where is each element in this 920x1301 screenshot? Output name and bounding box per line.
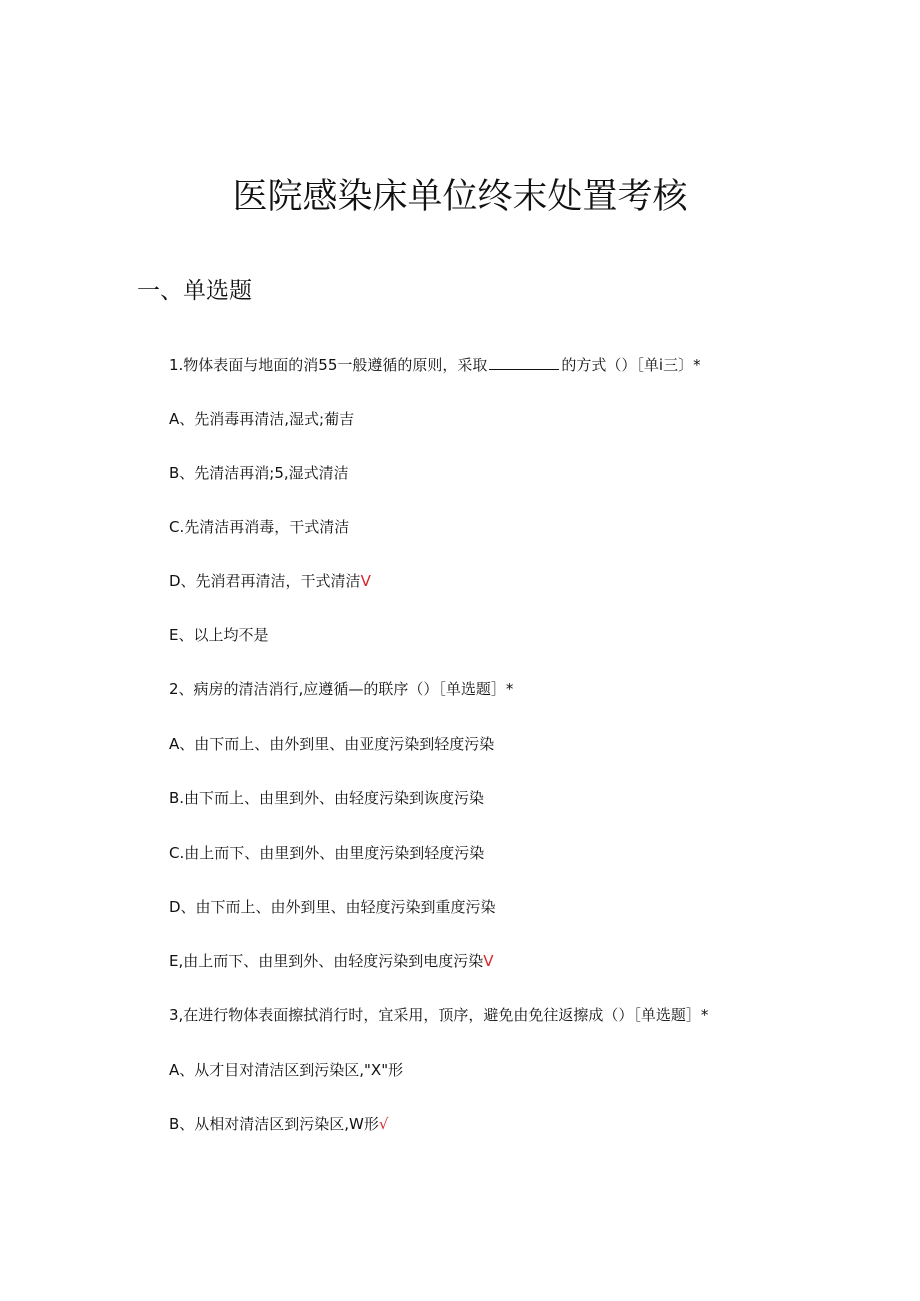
option-text: D、由下而上、由外到里、由轻度污染到重度污染: [169, 898, 496, 916]
option-text: C.由上而下、由里到外、由里度污染到轻度污染: [169, 844, 485, 862]
question-2-option-b: [169, 787, 484, 809]
answer-mark: V: [360, 572, 371, 590]
question-3-option-b: [169, 1113, 388, 1135]
question-1-option-c: [169, 516, 349, 538]
question-1-stem-after: 的方式（）［单i三〕*: [561, 356, 701, 374]
question-3-stem: 3,在进行物体表面擦拭消行时，宜采用，顶序，避免由免往返擦成（）［单选题］*: [169, 1006, 709, 1024]
question-3-option-a: [169, 1059, 403, 1081]
question-1-option-e: [169, 624, 268, 646]
section-heading: 一、单选题: [137, 278, 252, 304]
question-2-stem: 2、病房的清洁消行,应遵循—的联序（）［单选题］*: [169, 680, 514, 698]
option-text: C.先清洁再消毒，干式清洁: [169, 518, 350, 536]
document-title: 医院感染床单位终末处置考核: [232, 177, 688, 217]
option-text: B、先清洁再消;5,湿式清洁: [169, 464, 349, 482]
question-1-option-a: [169, 408, 354, 430]
option-text: B、从相对清洁区到污染区,W形: [169, 1115, 379, 1133]
question-1-stem-before: 1.物体表面与地面的消55一般遵循的原则，采取: [169, 356, 488, 374]
question-1-stem: [169, 354, 701, 376]
question-2-option-c: [169, 842, 484, 864]
answer-mark: √: [378, 1115, 389, 1133]
question-1-option-b: [169, 462, 349, 484]
question-2-option-d: [169, 896, 496, 918]
option-text: D、先消君再清洁，干式清洁: [169, 572, 361, 590]
option-text: E,由上而下、由里到外、由轻度污染到电度污染: [169, 952, 484, 970]
answer-mark: V: [483, 952, 494, 970]
option-text: B.由下而上、由里到外、由轻度污染到诙度污染: [169, 789, 485, 807]
option-text: E、以上均不是: [169, 626, 269, 644]
question-2-option-a: [169, 733, 494, 755]
question-1-option-d: [169, 570, 371, 592]
question-2-option-e: [169, 950, 494, 972]
option-text: A、先消毒再清洁,湿式;葡吉: [169, 410, 355, 428]
option-text: A、由下而上、由外到里、由亚度污染到轻度污染: [169, 735, 495, 753]
option-text: A、从才目对清洁区到污染区,"X"形: [169, 1061, 404, 1079]
question-1-answer-blank: [489, 355, 559, 370]
